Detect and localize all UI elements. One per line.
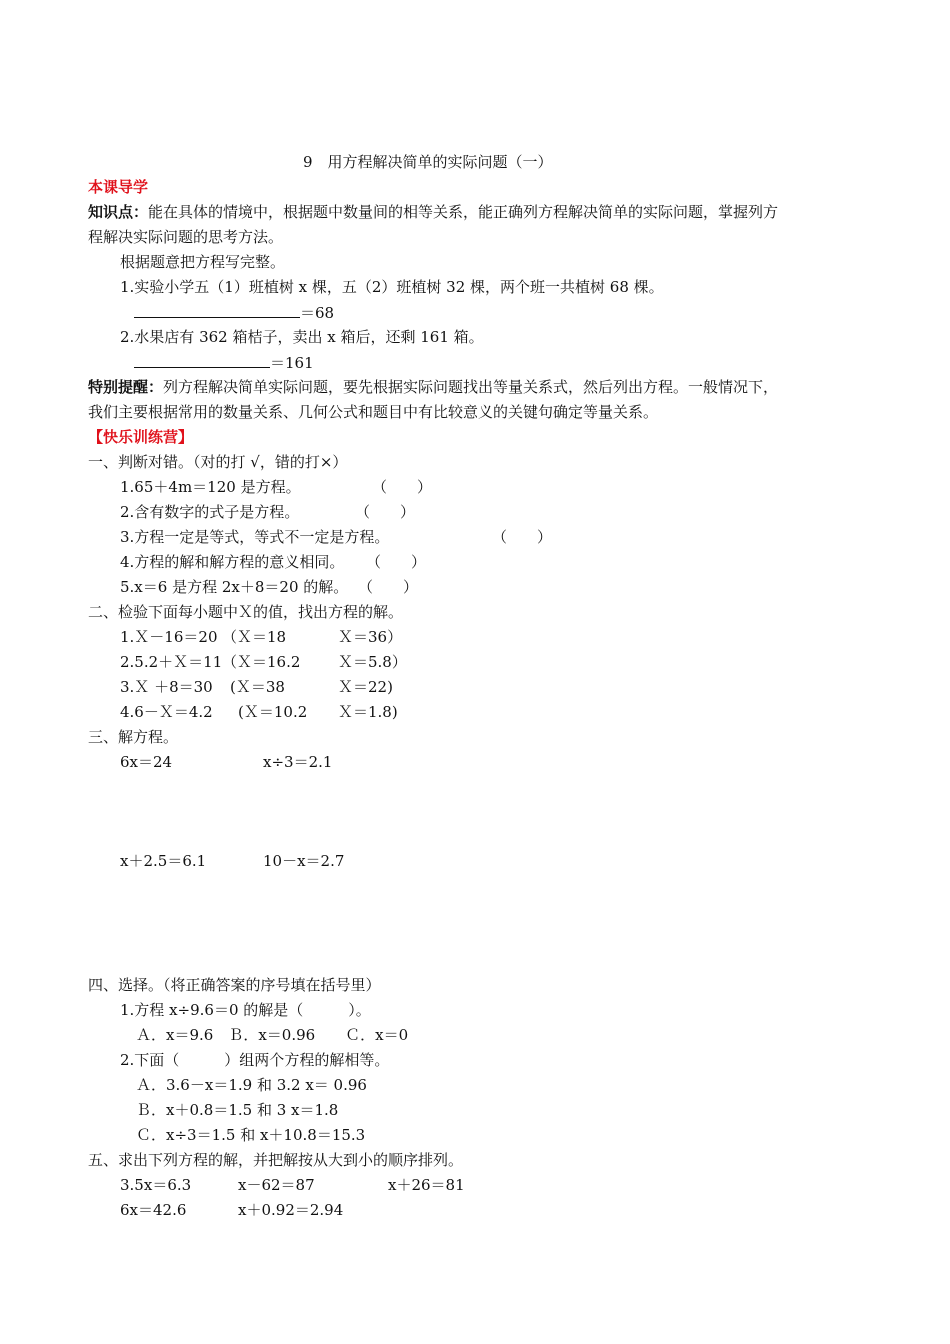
check-opt2-3: Ｘ＝22) [338,678,393,696]
judge-paren-1[interactable]: （ ） [372,478,433,496]
judge-paren-3[interactable]: （ ） [492,528,553,546]
check-eq-1: 1.Ｘ－16＝20 [120,628,218,646]
judge-item-2: 2.含有数字的式子是方程。 [120,503,300,521]
section2-heading: 二、检验下面每小题中Ｘ的值，找出方程的解。 [88,603,404,621]
order-eq-3: x＋26＝81 [388,1176,465,1194]
check-opt1-2: （Ｘ＝16.2 [222,653,301,671]
answer-1-suffix: ＝68 [300,304,335,322]
judge-paren-4[interactable]: （ ） [366,553,427,571]
choice-option-c: Ｃ．x÷3＝1.5 和 x＋10.8＝15.3 [136,1126,366,1144]
page-title: 9 用方程解决简单的实际问题（一） [303,153,553,171]
knowledge-text-1: 能在具体的情境中，根据题中数量间的相等关系，能正确列方程解决简单的实际问题，掌握列方 [148,203,779,221]
guide-answer-1 [134,302,334,323]
guide-instruction: 根据题意把方程写完整。 [120,253,286,271]
answer-2-suffix: ＝161 [270,354,314,372]
knowledge-line-2: 程解决实际问题的思考方法。 [88,228,284,246]
guide-heading: 本课导学 [88,178,149,196]
judge-item-1: 1.65＋4m＝120 是方程。 [120,478,301,496]
check-opt1-4: (Ｘ＝10.2 [238,703,308,721]
solve-eq-2: x÷3＝2.1 [263,753,333,771]
section1-heading: 一、判断对错。（对的打 √，错的打×） [88,453,348,471]
guide-answer-2 [134,352,314,373]
answer-blank-2[interactable] [134,352,270,368]
check-opt2-1: Ｘ＝36） [338,628,403,646]
answer-blank-1[interactable] [134,302,300,318]
check-eq-4: 4.6－Ｘ＝4.2 [120,703,213,721]
order-eq-5: x＋0.92＝2.94 [238,1201,344,1219]
order-eq-2: x－62＝87 [238,1176,315,1194]
judge-item-4: 4.方程的解和解方程的意义相同。 [120,553,345,571]
solve-eq-4: 10－x＝2.7 [263,852,345,870]
order-eq-4: 6x＝42.6 [120,1201,187,1219]
guide-question-1: 1.实验小学五（1）班植树 x 棵，五（2）班植树 32 棵，两个班一共植树 68 棵。 [120,278,664,296]
camp-heading: 【快乐训练营】 [88,428,194,446]
check-eq-2: 2.5.2＋Ｘ＝11 [120,653,223,671]
judge-paren-2[interactable]: （ ） [355,503,416,521]
section5-heading: 五、求出下列方程的解，并把解按从大到小的顺序排列。 [88,1151,464,1169]
order-eq-1: 3.5x＝6.3 [120,1176,192,1194]
section4-heading: 四、选择。（将正确答案的序号填在括号里） [88,976,381,994]
judge-paren-5[interactable]: （ ） [358,578,419,596]
choice-options-1: Ａ．x＝9.6 Ｂ．x＝0.96 Ｃ．x＝0 [136,1026,409,1044]
check-opt2-4: Ｘ＝1.8) [338,703,398,721]
solve-eq-1: 6x＝24 [120,753,173,771]
knowledge-line-1 [88,202,778,222]
solve-eq-3: x＋2.5＝6.1 [120,852,207,870]
choice-question-1: 1.方程 x÷9.6＝0 的解是（ ）。 [120,1001,371,1019]
reminder-text-1: 列方程解决简单实际问题，要先根据实际问题找出等量关系式，然后列出方程。一般情况下， [163,378,779,396]
reminder-label: 特别提醒： [88,378,164,396]
choice-question-2: 2.下面（ ）组两个方程的解相等。 [120,1051,390,1069]
check-eq-3: 3.Ｘ ＋8＝30 [120,678,213,696]
choice-option-a: Ａ．3.6－x＝1.9 和 3.2 x＝ 0.96 [136,1076,367,1094]
reminder-line-2: 我们主要根据常用的数量关系、几何公式和题目中有比较意义的关键句确定等量关系。 [88,403,659,421]
judge-item-5: 5.x＝6 是方程 2x＋8＝20 的解。 [120,578,349,596]
guide-question-2: 2.水果店有 362 箱桔子，卖出 x 箱后，还剩 161 箱。 [120,328,484,346]
knowledge-label: 知识点： [88,203,149,221]
judge-item-3: 3.方程一定是等式，等式不一定是方程。 [120,528,390,546]
section3-heading: 三、解方程。 [88,728,179,746]
check-opt1-3: (Ｘ＝38 [230,678,285,696]
check-opt2-2: Ｘ＝5.8） [338,653,407,671]
check-opt1-1: （Ｘ＝18 [222,628,287,646]
reminder-line-1 [88,377,778,397]
choice-option-b: Ｂ．x＋0.8＝1.5 和 3 x＝1.8 [136,1101,339,1119]
